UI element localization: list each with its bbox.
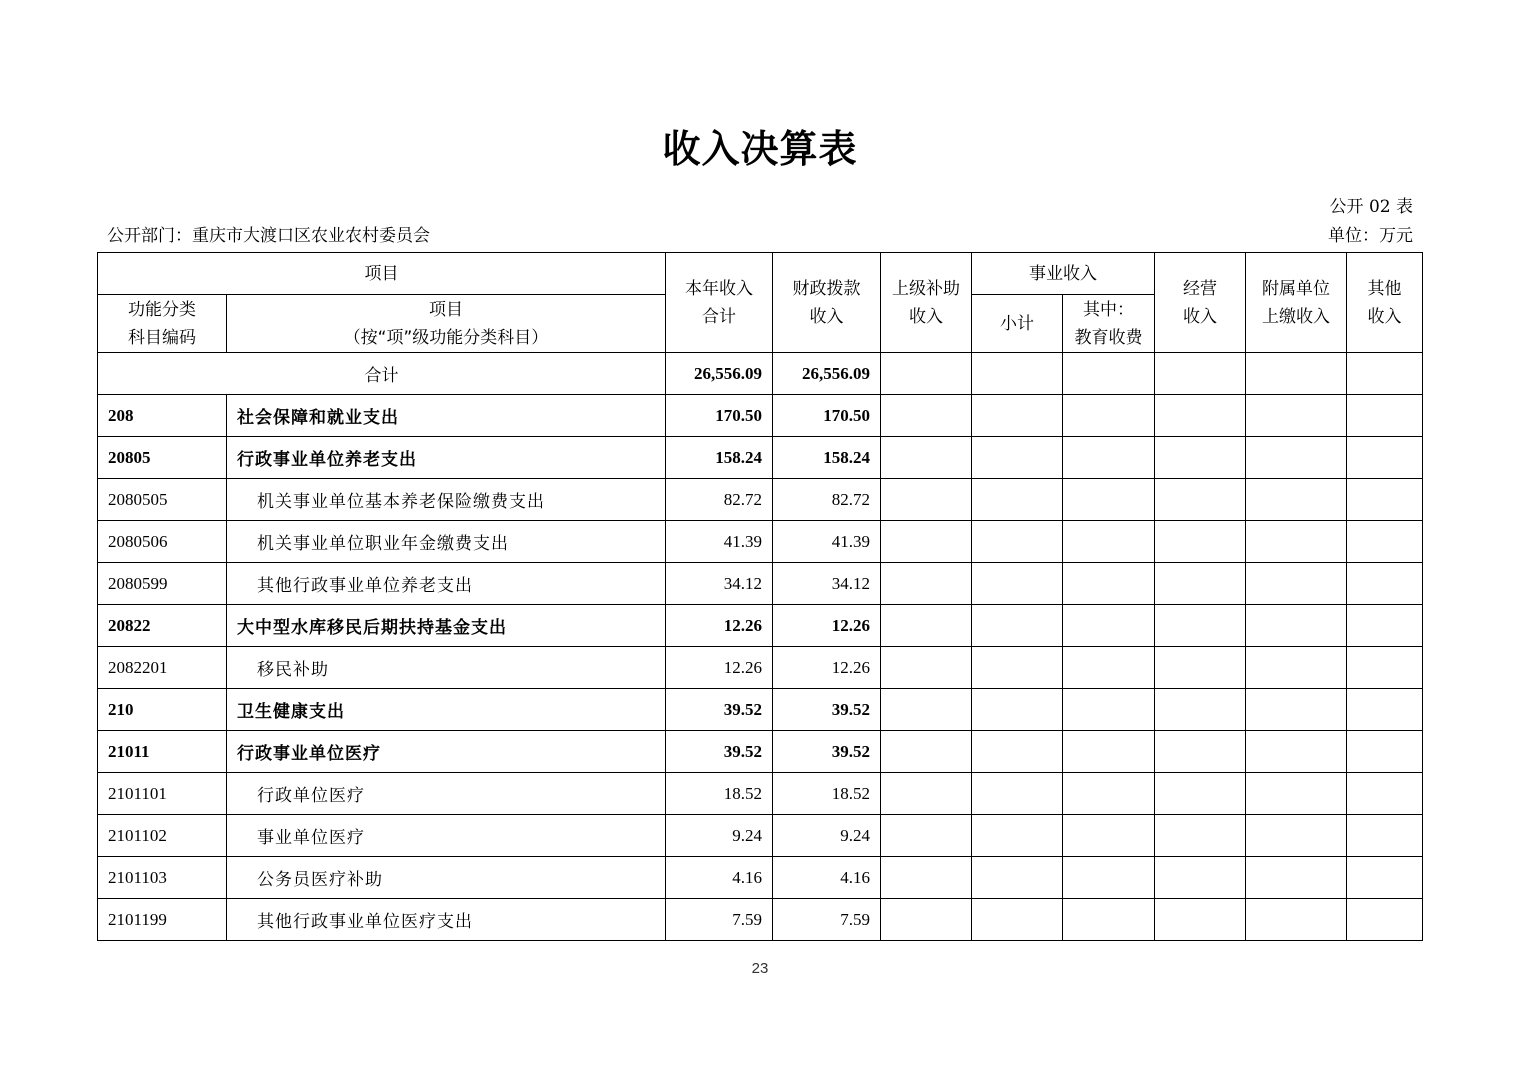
row-fiscal: 18.52 [773, 773, 881, 815]
row-name: 卫生健康支出 [227, 689, 666, 731]
header-other-line1: 其他 [1367, 278, 1402, 299]
table-row [98, 689, 1423, 731]
header-code-line1: 功能分类 [128, 299, 196, 320]
header-subtotal: 小计 [972, 295, 1063, 353]
row-fiscal: 4.16 [773, 857, 881, 899]
row-code: 2080506 [98, 521, 227, 563]
header-affiliated [1246, 253, 1347, 353]
header-item-line2: （按“项”级功能分类科目） [343, 327, 549, 348]
header-edu-fee [1063, 295, 1155, 353]
row-fiscal: 7.59 [773, 899, 881, 941]
row-fiscal: 9.24 [773, 815, 881, 857]
row-income: 39.52 [666, 689, 773, 731]
total-row [98, 353, 1423, 395]
header-fiscal-line1: 财政拨款 [792, 278, 861, 299]
row-name: 机关事业单位职业年金缴费支出 [227, 521, 666, 563]
row-code: 208 [98, 395, 227, 437]
header-affiliated-line2: 上缴收入 [1262, 306, 1330, 327]
header-operating-line1: 经营 [1183, 278, 1217, 299]
header-affiliated-line1: 附属单位 [1262, 278, 1330, 299]
row-income: 41.39 [666, 521, 773, 563]
row-code: 2101101 [98, 773, 227, 815]
table-row [98, 521, 1423, 563]
row-fiscal: 82.72 [773, 479, 881, 521]
row-code: 2080505 [98, 479, 227, 521]
header-item-line1: 项目 [429, 299, 463, 320]
row-code: 2101199 [98, 899, 227, 941]
header-project-group: 项目 [98, 253, 666, 295]
table-row [98, 899, 1423, 941]
row-code: 21011 [98, 731, 227, 773]
row-income: 170.50 [666, 395, 773, 437]
header-business-group: 事业收入 [972, 253, 1155, 295]
department-label: 公开部门：重庆市大渡口区农业农村委员会 [107, 226, 430, 246]
table-row [98, 647, 1423, 689]
header-subsidy-line1: 上级补助 [892, 278, 960, 299]
row-income: 18.52 [666, 773, 773, 815]
header-other [1347, 253, 1423, 353]
total-fiscal: 26,556.09 [773, 353, 881, 395]
form-number: 公开 02 表 [1329, 197, 1413, 217]
row-name: 移民补助 [227, 647, 666, 689]
row-fiscal: 34.12 [773, 563, 881, 605]
row-income: 12.26 [666, 605, 773, 647]
row-fiscal: 39.52 [773, 731, 881, 773]
row-name: 行政事业单位医疗 [227, 731, 666, 773]
header-code [98, 295, 227, 353]
header-total-income-line1: 本年收入 [685, 278, 753, 299]
row-code: 2101102 [98, 815, 227, 857]
row-fiscal: 12.26 [773, 647, 881, 689]
row-name: 事业单位医疗 [227, 815, 666, 857]
row-fiscal: 12.26 [773, 605, 881, 647]
page-number: 23 [751, 960, 769, 977]
header-total-income [666, 253, 773, 353]
row-income: 82.72 [666, 479, 773, 521]
row-income: 4.16 [666, 857, 773, 899]
row-fiscal: 39.52 [773, 689, 881, 731]
header-edu-line2: 教育收费 [1074, 327, 1143, 348]
row-income: 9.24 [666, 815, 773, 857]
row-name: 其他行政事业单位医疗支出 [227, 899, 666, 941]
total-label: 合计 [98, 353, 666, 395]
row-name: 机关事业单位基本养老保险缴费支出 [227, 479, 666, 521]
row-name: 行政单位医疗 [227, 773, 666, 815]
row-code: 20822 [98, 605, 227, 647]
row-fiscal: 41.39 [773, 521, 881, 563]
table-row [98, 605, 1423, 647]
page-title: 收入决算表 [662, 127, 858, 171]
table-row [98, 815, 1423, 857]
table-row [98, 437, 1423, 479]
unit-label: 单位：万元 [1328, 226, 1413, 246]
table-row [98, 563, 1423, 605]
row-income: 12.26 [666, 647, 773, 689]
total-income: 26,556.09 [666, 353, 773, 395]
header-fiscal [773, 253, 881, 353]
row-income: 39.52 [666, 731, 773, 773]
header-subsidy-line2: 收入 [909, 306, 943, 327]
table-row [98, 857, 1423, 899]
row-name: 大中型水库移民后期扶持基金支出 [227, 605, 666, 647]
table-row [98, 773, 1423, 815]
row-code: 20805 [98, 437, 227, 479]
table-row [98, 395, 1423, 437]
table-row [98, 479, 1423, 521]
income-table [97, 252, 1423, 941]
row-income: 34.12 [666, 563, 773, 605]
row-name: 其他行政事业单位养老支出 [227, 563, 666, 605]
header-operating-line2: 收入 [1183, 306, 1217, 327]
header-operating [1155, 253, 1246, 353]
header-subsidy [881, 253, 972, 353]
row-income: 7.59 [666, 899, 773, 941]
row-name: 行政事业单位养老支出 [227, 437, 666, 479]
row-income: 158.24 [666, 437, 773, 479]
row-fiscal: 158.24 [773, 437, 881, 479]
row-code: 2080599 [98, 563, 227, 605]
header-edu-line1: 其中： [1083, 299, 1134, 320]
header-item [227, 295, 666, 353]
table-row [98, 731, 1423, 773]
header-total-income-line2: 合计 [702, 306, 736, 327]
row-name: 社会保障和就业支出 [227, 395, 666, 437]
header-code-line2: 科目编码 [128, 327, 196, 348]
header-other-line2: 收入 [1367, 306, 1402, 327]
row-code: 2101103 [98, 857, 227, 899]
row-code: 2082201 [98, 647, 227, 689]
row-code: 210 [98, 689, 227, 731]
header-fiscal-line2: 收入 [809, 306, 844, 327]
row-name: 公务员医疗补助 [227, 857, 666, 899]
row-fiscal: 170.50 [773, 395, 881, 437]
